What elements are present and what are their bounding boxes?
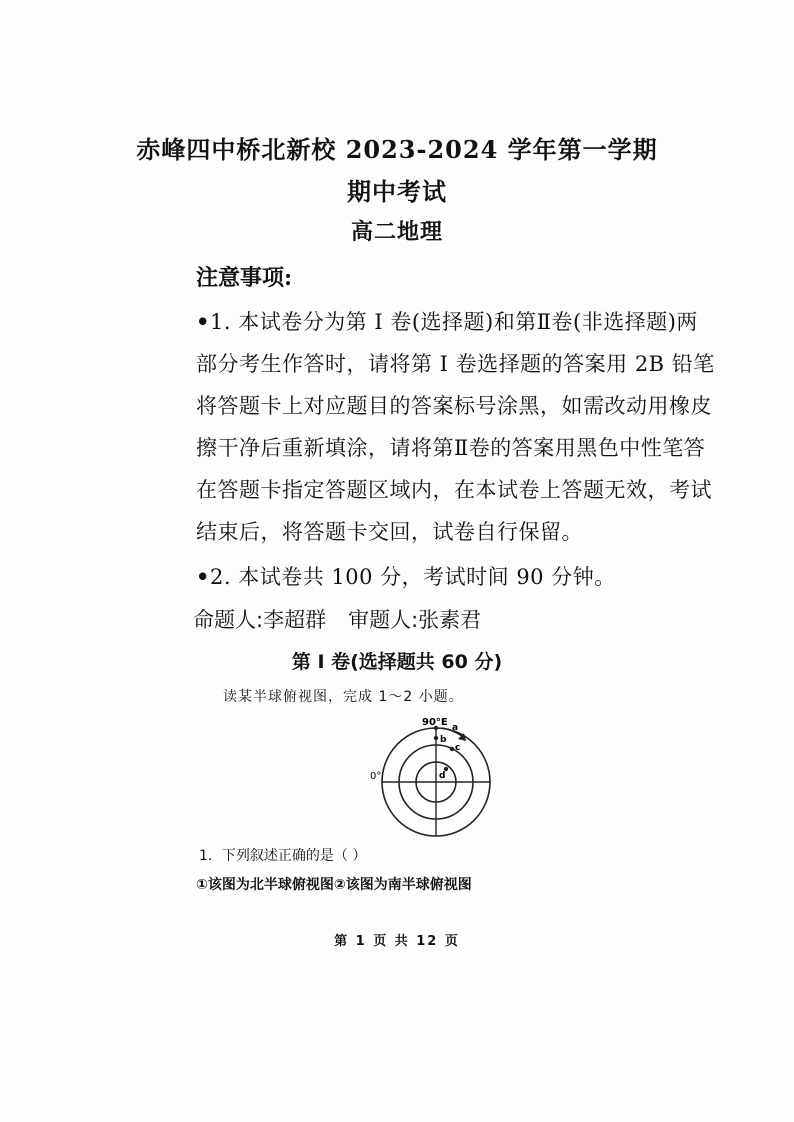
label-0deg: 0° — [370, 771, 382, 782]
label-d: d — [439, 771, 446, 781]
label-b: b — [440, 735, 447, 745]
point-c-marker — [450, 747, 454, 751]
note-text: 1. 本试卷分为第 I 卷(选择题)和第Ⅱ卷(非选择题)两 — [210, 310, 698, 334]
label-90e: 90°E — [422, 717, 448, 728]
label-a: a — [452, 723, 459, 733]
note-item-2 — [196, 561, 616, 591]
authors-line — [193, 604, 481, 634]
exam-type-title: 期中考试 — [347, 177, 447, 206]
note-line: 部分考生作答时，请将第 I 卷选择题的答案用 2B 铅笔 — [196, 352, 715, 376]
composer: 命题人:李超群 — [193, 608, 327, 632]
hemisphere-diagram — [360, 714, 510, 844]
label-c: c — [455, 743, 461, 753]
bullet-icon: • — [196, 564, 210, 589]
note-line: 在答题卡指定答题区域内，在本试卷上答题无效，考试 — [196, 478, 712, 502]
note-line: 结束后，将答题卡交回，试卷自行保留。 — [196, 520, 583, 544]
question-instruction: 读某半球俯视图，完成 1～2 小题。 — [223, 689, 464, 705]
section-title: 第 I 卷(选择题共 60 分) — [291, 651, 503, 673]
note-item-1 — [196, 306, 698, 336]
subject-title: 高二地理 — [350, 219, 443, 245]
point-b-marker — [434, 736, 438, 740]
bullet-icon: • — [196, 309, 210, 334]
exam-school-title: 赤峰四中桥北新校 2023-2024 学年第一学期 — [136, 135, 658, 164]
note-line: 擦干净后重新填涂，请将第Ⅱ卷的答案用黑色中性笔答 — [196, 436, 706, 460]
question-1: 1．下列叙述正确的是（ ） — [199, 848, 367, 864]
page-footer: 第 1 页 共 12 页 — [334, 934, 460, 949]
reviewer: 审题人:张素君 — [348, 608, 482, 632]
notes-heading: 注意事项: — [196, 265, 293, 291]
question-1-options: ①该图为北半球俯视图②该图为南半球俯视图 — [196, 877, 472, 893]
note-line: 将答题卡上对应题目的答案标号涂黑，如需改动用橡皮 — [196, 394, 712, 418]
note-text: 2. 本试卷共 100 分，考试时间 90 分钟。 — [210, 565, 616, 589]
